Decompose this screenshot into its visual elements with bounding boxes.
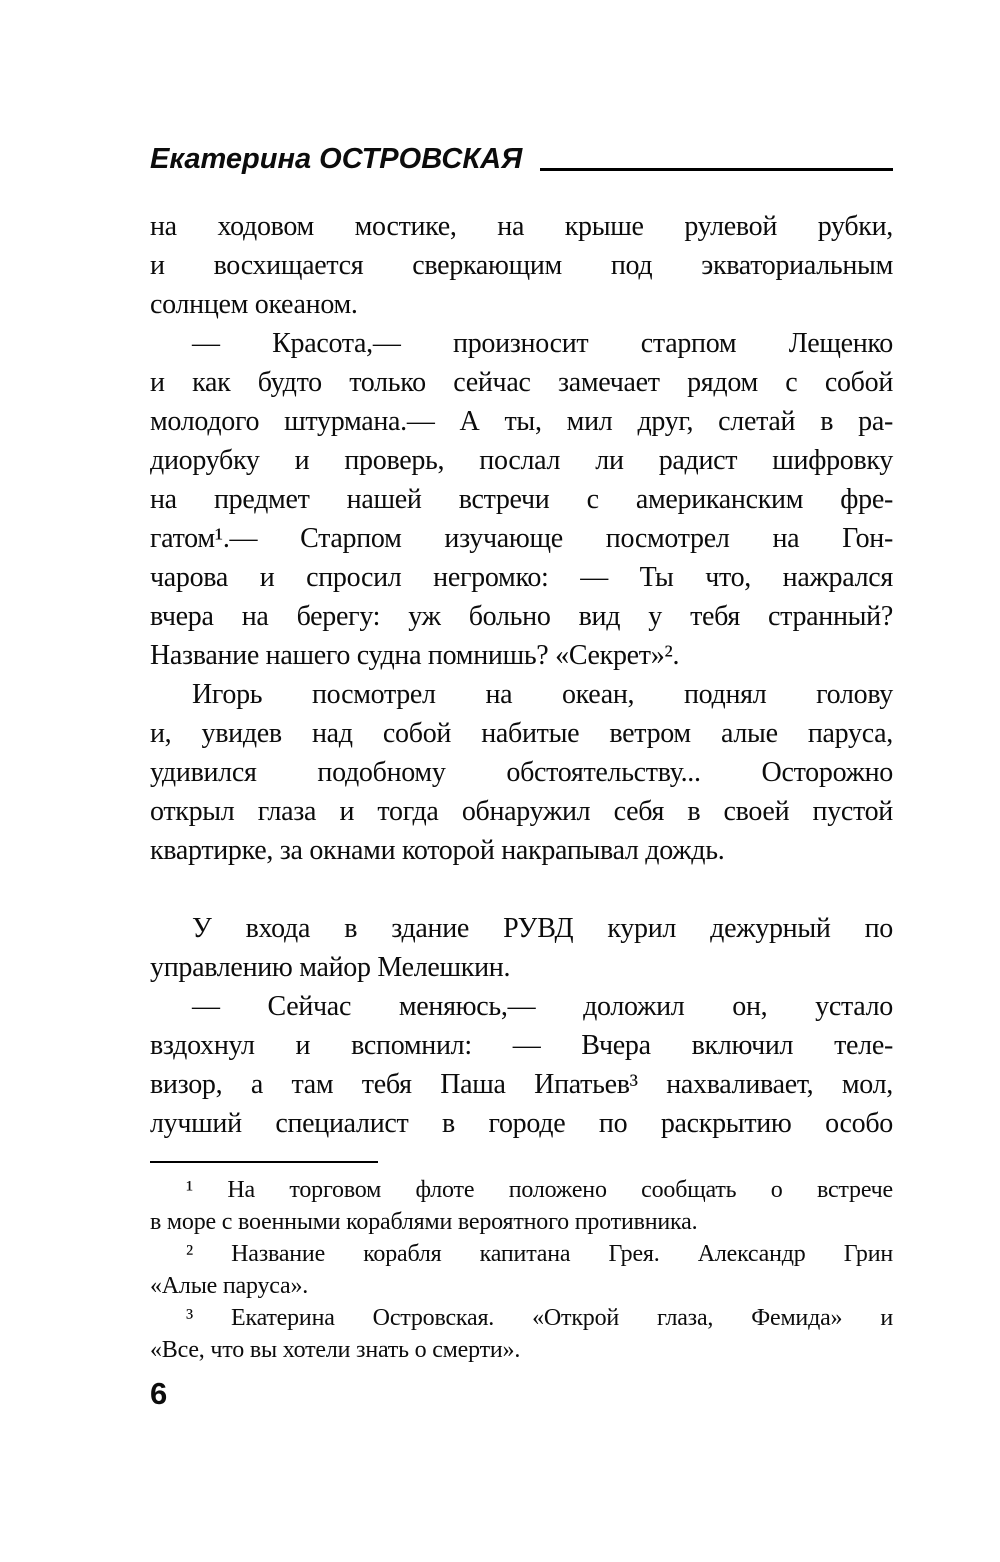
footnote (150, 1238, 893, 1302)
text-line: Название нашего судна помнишь? «Секрет»². (150, 640, 680, 671)
text-line: чарова и спросил негромко: — Ты что, нажрался (150, 562, 893, 593)
paragraph (150, 675, 893, 870)
footnote-separator (150, 1161, 378, 1163)
footnote (150, 1302, 893, 1366)
text-line: гатом¹.— Старпом изучающе посмотрел на Гон- (150, 523, 893, 554)
text-line: квартирке, за окнами которой накрапывал дождь. (150, 835, 725, 866)
paragraph (150, 207, 893, 324)
page-number: 6 (150, 1376, 168, 1411)
footnote (150, 1174, 893, 1238)
author-name: Екатерина ОСТРОВСКАЯ (150, 143, 523, 175)
text-line: Игорь посмотрел на океан, поднял голову (192, 679, 893, 710)
text-line: «Все, что вы хотели знать о смерти». (150, 1337, 521, 1363)
text-line: открыл глаза и тогда обнаружил себя в своей пустой (150, 796, 893, 827)
text-line: удивился подобному обстоятельству... Осторожно (150, 757, 893, 788)
body-text (150, 207, 893, 1143)
text-line: — Сейчас меняюсь,— доложил он, устало (192, 991, 893, 1022)
text-line: солнцем океаном. (150, 289, 358, 320)
text-line: вчера на берегу: уж больно вид у тебя странный? (150, 601, 893, 632)
text-line: ³ Екатерина Островская. «Открой глаза, Фемида» и (186, 1305, 893, 1331)
text-line: диорубку и проверь, послал ли радист шифровку (150, 445, 893, 476)
text-line: и, увидев над собой набитые ветром алые паруса, (150, 718, 893, 749)
text-line: молодого штурмана.— А ты, мил друг, слетай в ра- (150, 406, 893, 437)
paragraph (150, 987, 893, 1143)
text-line: «Алые паруса». (150, 1273, 309, 1299)
text-line: и как будто только сейчас замечает рядом с собой (150, 367, 893, 398)
text-line: ¹ На торговом флоте положено сообщать о встрече (186, 1177, 893, 1203)
paragraph (150, 909, 893, 987)
text-line: визор, а там тебя Паша Ипатьев³ нахваливает, мол, (150, 1069, 893, 1100)
paragraph (150, 324, 893, 675)
running-header (150, 143, 893, 175)
text-line: и восхищается сверкающим под экваториальным (150, 250, 893, 281)
text-line: на ходовом мостике, на крыше рулевой рубки, (150, 211, 893, 242)
text-line: на предмет нашей встречи с американским фре- (150, 484, 893, 515)
text-line: — Красота,— произносит старпом Лещенко (192, 328, 893, 359)
text-line: лучший специалист в городе по раскрытию особо (150, 1108, 893, 1139)
text-line: вздохнул и вспомнил: — Вчера включил теле- (150, 1030, 893, 1061)
text-line: У входа в здание РУВД курил дежурный по (192, 913, 893, 944)
footnotes (150, 1174, 893, 1366)
text-line: в море с военными кораблями вероятного противника. (150, 1209, 698, 1235)
text-line: ² Название корабля капитана Грея. Александр Грин (186, 1241, 893, 1267)
header-rule (540, 168, 893, 171)
text-line: управлению майор Мелешкин. (150, 952, 511, 983)
